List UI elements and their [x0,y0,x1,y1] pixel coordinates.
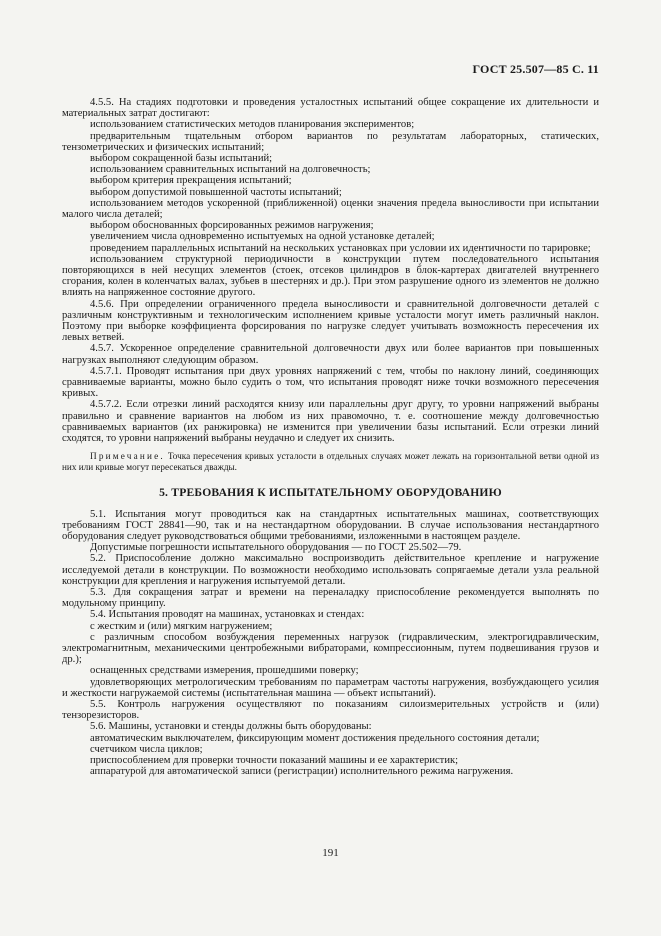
paragraph: с различным способом возбуждения переменных нагрузок (гидравлическим, электрогидравлическим, электромагнитным, механическими центробежными вибраторами, компрессионным, путем подвешивания грузов и др.); [62,631,599,666]
note [62,451,599,473]
note-text: Точка пересечения кривых усталости в отдельных случаях может лежать на горизонтальной ветви одной из них или кривые могут пересекаться дважды. [62,451,599,473]
paragraph: использованием сравнительных испытаний на долговечность; [90,164,371,176]
paragraph: использованием структурной периодичности в конструкции путем последовательного испытания повторяющихся в ней несущих элементов (стоек, отсеков цилиндров в блок-картерах двигателей внутреннего сгорания, колен в коленчатых валах, зубьев в шестернях и др.). При этом разрушение одного из элементов не должно влиять на напряженное состояние другого. [62,253,599,299]
paragraph: 4.5.7.1. Проводят испытания при двух уровнях напряжений с тем, чтобы по наклону линий, соединяющих сравниваемые варианты, можно было судить о том, что испытания проводят ниже точки возможного пересечения кривых. [62,365,599,400]
paragraph: выбором обоснованных форсированных режимов нагружения; [90,220,374,232]
paragraph: удовлетворяющих метрологическим требованиям по параметрам частоты нагружения, возбуждающего усилия и жесткости нагружаемой системы (испытательная машина — объект испытаний). [62,676,599,699]
paragraph: Допустимые погрешности испытательного оборудования — по ГОСТ 25.502—79. [90,542,462,554]
paragraph: автоматическим выключателем, фиксирующим момент достижения предельного состояния детали; [90,732,540,744]
paragraph: 4.5.6. При определении ограниченного предела выносливости и сравнительной долговечности деталей с различным конструктивным и технологическим исполнением кривые усталости могут иметь различный наклон. Поэтому при выборке коэффициента форсирования по нагрузке следует учитывать возможность пересечения их левых ветвей. [62,298,599,344]
paragraph: 4.5.7.2. Если отрезки линий расходятся книзу или параллельны друг другу, то уровни напряжений выбраны правильно и сравнение вариантов на любом из них правомочно, т. е. соотношение между долговечностью сравниваемых вариантов (их ранжировка) не изменится при увеличении базы испытаний. Если отрезки линий сходятся, то уровни напряжений выбраны неудачно и следует их снизить. [62,399,599,445]
paragraph: увеличением числа одновременно испытуемых на одной установке деталей; [90,231,435,243]
paragraph: выбором сокращенной базы испытаний; [90,153,273,165]
paragraph: с жестким и (или) мягким нагружением; [90,620,273,632]
paragraph: оснащенных средствами измерения, прошедшими поверку; [90,665,359,677]
paragraph: 4.5.7. Ускоренное определение сравнительной долговечности двух или более вариантов при повышенных нагрузках выполняют следующим образом. [62,343,599,366]
page-header: ГОСТ 25.507—85 С. 11 [472,62,599,76]
paragraph: 5.5. Контроль нагружения осуществляют по показаниям силоизмерительных устройств и (или) тензорезисторов. [62,698,599,722]
paragraph: использованием статистических методов планирования экспериментов; [90,119,415,131]
paragraph: выбором критерия прекращения испытаний; [90,175,292,187]
paragraph: аппаратурой для автоматической записи (регистрации) исполнительного режима нагружения. [90,766,514,778]
page-number: 191 [322,847,339,859]
paragraph: предварительным тщательным отбором вариантов по результатам лабораторных, статических, тензометрических и физических испытаний; [62,130,599,153]
note-label: Примечание. [90,451,165,462]
paragraph: 5.1. Испытания могут проводиться как на стандартных испытательных машинах, соответствующих требованиям ГОСТ 28841—90, так и на нестандартном оборудовании. В случае использования нестандартного оборудования следует руководствоваться общими требованиями, изложенными в настоящем разделе. [62,508,599,542]
paragraph: 5.4. Испытания проводят на машинах, установках и стендах: [90,609,365,621]
paragraph: использованием методов ускоренной (приближенной) оценки значения предела выносливости при испытании малого числа деталей; [62,197,599,221]
paragraph: приспособлением для проверки точности показаний машины и ее характеристик; [90,754,459,766]
section-heading: 5. ТРЕБОВАНИЯ К ИСПЫТАТЕЛЬНОМУ ОБОРУДОВАНИЮ [159,486,502,500]
document-body [62,97,599,777]
paragraph: 5.2. Приспособление должно максимально воспроизводить действительное крепление и нагружение исследуемой детали в конструкции. По возможности необходимо использовать сопрягаемые детали узла реальной конструкции для крепления и нагружения испытуемой детали. [62,553,599,587]
paragraph: проведением параллельных испытаний на нескольких установках при условии их идентичности по тарировке; [90,242,591,254]
paragraph: счетчиком числа циклов; [90,743,203,755]
paragraph: выбором допустимой повышенной частоты испытаний; [90,186,342,198]
paragraph: 5.6. Машины, установки и стенды должны быть оборудованы: [90,721,372,733]
paragraph: 4.5.5. На стадиях подготовки и проведения усталостных испытаний общее сокращение их длительности и материальных затрат достигают: [62,97,599,120]
paragraph: 5.3. Для сокращения затрат и времени на переналадку приспособление рекомендуется выполнять по модульному принципу. [62,586,599,610]
